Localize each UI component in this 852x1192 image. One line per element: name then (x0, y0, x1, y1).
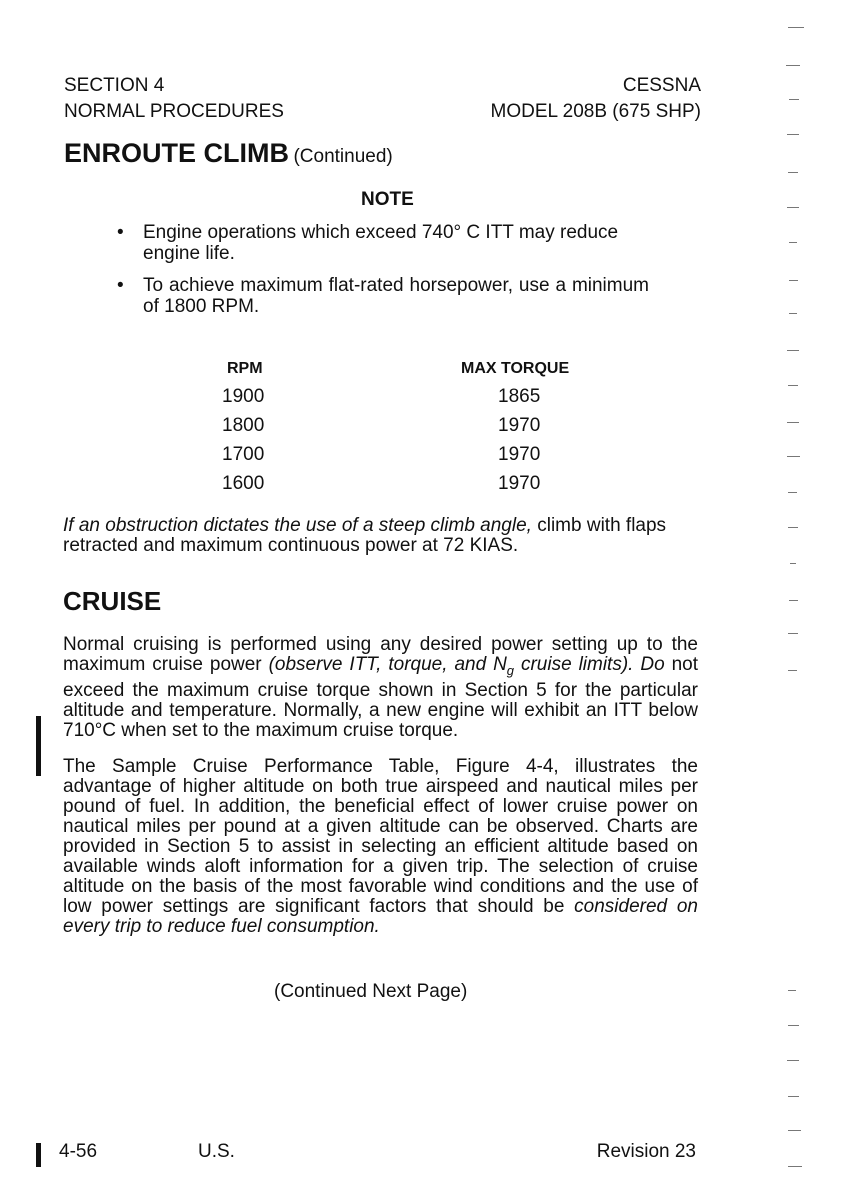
scan-mark (789, 242, 797, 243)
scan-mark (788, 670, 797, 671)
footer-region: U.S. (198, 1141, 235, 1162)
cruise-p1-subscript: g (506, 662, 515, 678)
scan-mark (789, 600, 798, 601)
scan-mark (787, 350, 799, 351)
cruise-p2-text: The Sample Cruise Performance Table, Figure 4-4, illustrates the advantage of higher altitude on both true airspeed and nautical miles per pound of fuel. In addition, the beneficial effect of lower cruise power on nautical miles per pound at a given altitude can be observed. Charts are provided in Section 5 to assist in selecting an efficient altitude based on available winds aloft information for a given trip. The selection of cruise altitude on the basis of the most favorable wind conditions and the use of low power settings are significant factors that should be (63, 756, 698, 917)
header-model: MODEL 208B (675 SHP) (490, 101, 701, 122)
scan-mark (788, 1096, 799, 1097)
enroute-climb-title: ENROUTE CLIMB (64, 138, 289, 168)
cruise-p1-italic-end: cruise limits). Do (514, 654, 665, 675)
header-section: SECTION 4 (64, 75, 165, 96)
scan-mark (788, 172, 798, 173)
scan-mark (787, 134, 799, 135)
scan-mark (788, 1130, 801, 1131)
footer-revision: Revision 23 (596, 1141, 696, 1162)
header-manufacturer: CESSNA (622, 75, 701, 96)
note-bullet (117, 222, 649, 264)
table-cell-torque: 1970 (498, 444, 541, 465)
scan-mark (788, 1166, 802, 1167)
scan-mark (789, 280, 798, 281)
table-header-rpm: RPM (227, 360, 263, 377)
table-cell-torque: 1970 (498, 415, 541, 436)
scan-mark (787, 1060, 799, 1061)
scan-mark (789, 313, 797, 314)
obstruction-text: climb with flaps retracted and maximum continuous power at 72 KIAS. (63, 515, 667, 556)
note-bullet (117, 275, 649, 317)
scan-mark (786, 65, 800, 66)
continued-next-page: (Continued Next Page) (274, 981, 468, 1002)
scan-mark (788, 385, 798, 386)
footer-page-number: 4-56 (59, 1141, 98, 1162)
table-cell-torque: 1970 (498, 473, 541, 494)
cruise-p1-italic: (observe ITT, torque, and N (268, 654, 507, 675)
scan-mark (787, 456, 800, 457)
cruise-paragraph-1 (63, 635, 698, 741)
section-title-cruise: CRUISE (63, 586, 162, 616)
scan-mark (790, 563, 796, 564)
table-cell-torque: 1865 (498, 386, 541, 407)
table-header-max-torque: MAX TORQUE (461, 360, 570, 377)
footer-change-bar (36, 1143, 41, 1167)
note-bullet-list (117, 222, 649, 328)
enroute-climb-continued: (Continued) (293, 146, 393, 167)
note-bullet-text: Engine operations which exceed 740° C ITT may reduce engine life. (143, 222, 619, 264)
note-bullet-text: To achieve maximum flat-rated horsepower, use a minimum of 1800 RPM. (143, 275, 649, 317)
bullet-icon: • (117, 222, 124, 243)
table-cell-rpm: 1700 (222, 444, 265, 465)
cruise-paragraph-2 (63, 757, 698, 937)
table-cell-rpm: 1800 (222, 415, 265, 436)
table-cell-rpm: 1600 (222, 473, 265, 494)
scan-mark (788, 27, 804, 28)
scan-mark (788, 527, 798, 528)
section-title-enroute-climb (64, 138, 393, 169)
scan-mark (787, 207, 799, 208)
revision-change-bar (36, 716, 41, 776)
scan-mark (787, 422, 799, 423)
scan-mark (788, 492, 797, 493)
bullet-icon: • (117, 275, 124, 296)
scan-mark (788, 633, 798, 634)
cruise-p2-italic: considered on every trip to reduce fuel consumption. (63, 896, 698, 937)
cruise-p1-rest: not exceed the maximum cruise torque shown in Section 5 for the particular altitude and temperature. Normally, a new engine will exhibit an ITT below 710°C when set to the maximum cruise torque. (63, 654, 699, 741)
scan-mark (788, 990, 796, 991)
table-cell-rpm: 1900 (222, 386, 265, 407)
cruise-p1-text: Normal cruising is performed using any desired power setting up to the maximum cruise power (63, 634, 698, 675)
scan-mark (789, 99, 799, 100)
obstruction-paragraph (63, 516, 700, 556)
obstruction-italic: If an obstruction dictates the use of a steep climb angle, (63, 515, 532, 536)
scan-mark (788, 1025, 799, 1026)
header-section-name: NORMAL PROCEDURES (64, 101, 284, 122)
note-label: NOTE (361, 189, 414, 210)
